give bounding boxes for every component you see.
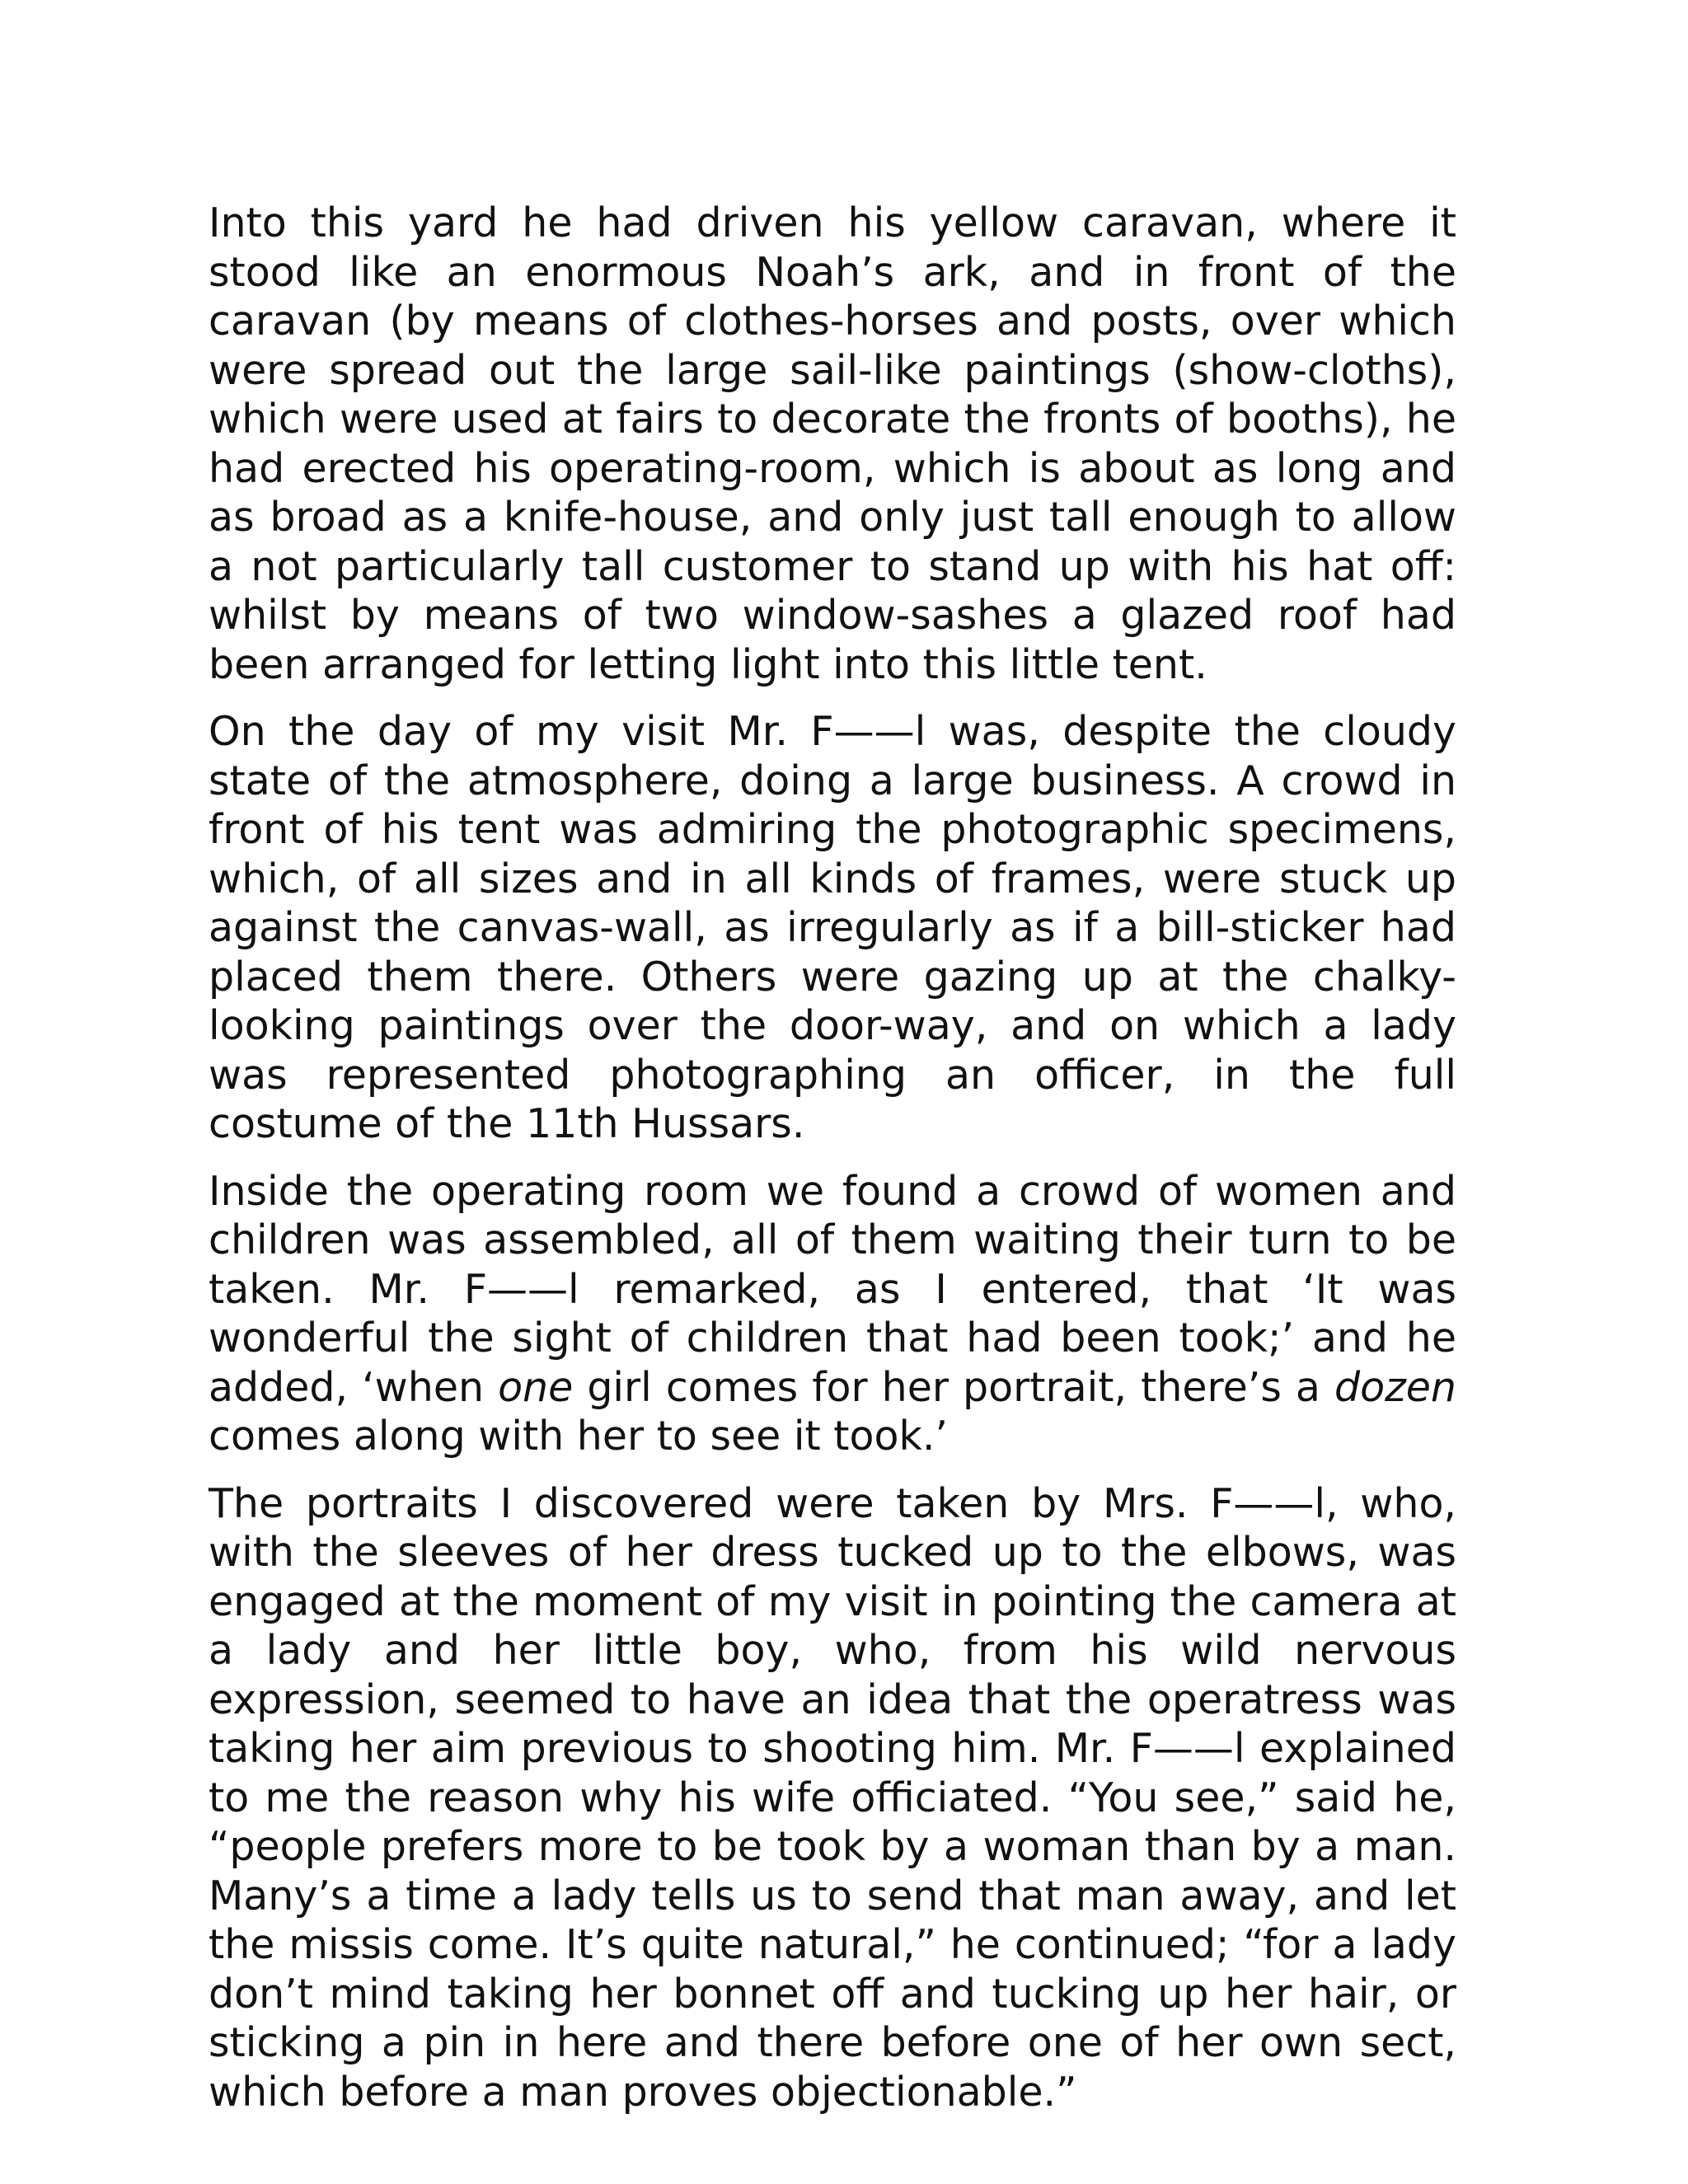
text-segment: Into this yard he had driven his yellow caravan, where it stood like an enormous Noah’s ark, and in front of the caravan (by means of clothes-horses and posts, over which were spread out the large sail-like paintings (show-cloths), which were used at fairs to decorate the fronts of booths), he had erected his operating-room, which is about as long and as broad as a knife-house, and only just tall enough to allow a not particularly tall customer to stand up with his hat off: whilst by means of two window-sashes a glazed roof had been arranged for letting light into this little tent.: [209, 199, 1456, 688]
text-segment: comes along with her to see it took.’: [209, 1413, 948, 1460]
emphasis-text: dozen: [1334, 1363, 1456, 1411]
text-segment: On the day of my visit Mr. F——l was, despite the cloudy state of the atmosphere, doing a large business. A crowd in front of his tent was admiring the photographic specimens, which, of all sizes and in all kinds of frames, were stuck up against the canvas-wall, as irregularly as if a bill-sticker had placed them there. Others were gazing up at the chalky-looking paintings over the door-way, and on which a lady was represented photographing an officer, in the full costume of the 11th Hussars.: [209, 708, 1456, 1147]
paragraph-3: [209, 1167, 1456, 1461]
document-body: [209, 199, 1456, 2116]
text-segment: girl comes for her portrait, there’s a: [573, 1363, 1334, 1411]
emphasis-text: one: [498, 1363, 574, 1411]
paragraph-1: [209, 199, 1456, 689]
paragraph-2: [209, 707, 1456, 1149]
text-segment: The portraits I discovered were taken by Mrs. F——l, who, with the sleeves of her dress tucked up to the elbows, was engaged at the moment of my visit in pointing the camera at a lady and her little boy, who, from his wild nervous expression, seemed to have an idea that the operatress was taking her aim previous to shooting him. Mr. F——l explained to me the reason why his wife officiated. “You see,” said he, “people prefers more to be took by a woman than by a man. Many’s a time a lady tells us to send that man away, and let the missis come. It’s quite natural,” he continued; “for a lady don’t mind taking her bonnet off and tucking up her hair, or sticking a pin in here and there before one of her own sect, which before a man proves objectionable.”: [209, 1479, 1456, 2116]
text-segment: Inside the operating room we found a crowd of women and children was assembled, all of them waiting their turn to be taken. Mr. F——l remarked, as I entered, that ‘It was wonderful the sight of children that had been took;’ and he added, ‘when: [209, 1167, 1456, 1411]
paragraph-4: [209, 1479, 1456, 2117]
